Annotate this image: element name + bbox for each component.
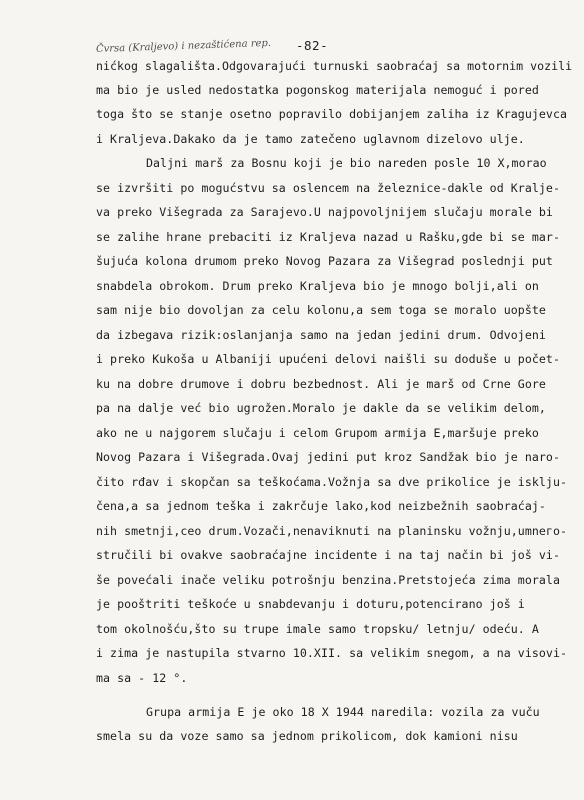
handwritten-annotation: Čvrsa (Kraljevo) i nezaštićena rep.	[95, 37, 272, 55]
text-line: nićkog slagališta.Odgovarajući turnuski saobraćaj sa motornim vozili	[96, 59, 573, 73]
text-line: toga što se stanje osetno popravilo dobijanjem zaliha iz Kragujevca	[96, 107, 568, 121]
text-line: i Kraljeva.Dakako da je tamo zatečeno uglavnom dizelovo ulje.	[96, 132, 525, 146]
text-line: stručili bi ovakve saobraćajne incidente i na taj način bi još vi-	[96, 548, 560, 562]
text-line: da izbegava rizik:oslanjanja samo na jedan jedini drum. Odvojeni	[96, 328, 546, 342]
text-line: čena,a sa jednom teška i zakrčuje lako,kod neizbežnih saobraćaj-	[96, 499, 546, 513]
text-line: va preko Višegrada za Sarajevo.U najpovoljnijem slučaju morale bi	[96, 205, 553, 219]
text-line: i preko Kukoša u Albaniji upućeni delovi naišli su doduše u počet-	[96, 352, 560, 366]
text-line: i zima je nastupila stvarno 10.XII. sa velikim snegom, a na visovi-	[96, 646, 568, 660]
text-line: še povećali inače veliku potrošnju benzina.Pretstojeća zima morala	[96, 573, 560, 587]
text-line: Grupa armija E je oko 18 X 1944 naredila: vozila za vuču	[146, 705, 540, 719]
text-line: je pooštriti teškoće u snabdevanju i doturu,potencirano još i	[96, 597, 525, 611]
text-line: se zalihe hrane prebaciti iz Kraljeva nazad u Rašku,gde bi se mar-	[96, 230, 560, 244]
text-line: smela su da voze samo sa jednom prikolicom, dok kamioni nisu	[96, 729, 518, 743]
text-line: nih smetnji,ceo drum.Vozači,nenaviknuti na planinsku vožnju,umneго-	[96, 524, 568, 538]
text-line: ma sa - 12 °.	[96, 671, 188, 685]
text-line: sam nije bio dovoljan za celu kolonu,a sem toga se moralo uopšte	[96, 303, 546, 317]
text-line: ako ne u najgorem slučaju i celom Grupom armija E,maršuje preko	[96, 426, 539, 440]
page-number: -82-	[296, 38, 329, 53]
text-line: pa na dalje već bio ugrožen.Moralo je dakle da se velikim delom,	[96, 401, 546, 415]
text-line: Daljni marš za Bosnu koji je bio nareden posle 10 X,morao	[146, 156, 547, 170]
text-line: ma bio je usled nedostatka pogonskog materijala nemoguć i pored	[96, 83, 539, 97]
text-line: šujuća kolona drumom preko Novog Pazara za Višegrad poslednji put	[96, 254, 553, 268]
text-line: čito rđav i skopčan sa teškoćama.Vožnja sa dve prikolice je isklju-	[96, 475, 568, 489]
text-line: snabdela obrokom. Drum preko Kraljeva bio je mnogo bolji,ali on	[96, 279, 539, 293]
text-line: Novog Pazara i Višegrada.Ovaj jedini put kroz Sandžak bio je naro-	[96, 450, 560, 464]
text-line: ku na dobre drumove i dobru bezbednost. Ali je marš od Crne Gore	[96, 377, 546, 391]
text-line: tom okolnošću,što su trupe imale samo tropsku/ letnju/ odeću. A	[96, 622, 539, 636]
text-line: se izvršiti po mogućstvu sa oslencem na železnice-dakle od Kralje-	[96, 181, 560, 195]
